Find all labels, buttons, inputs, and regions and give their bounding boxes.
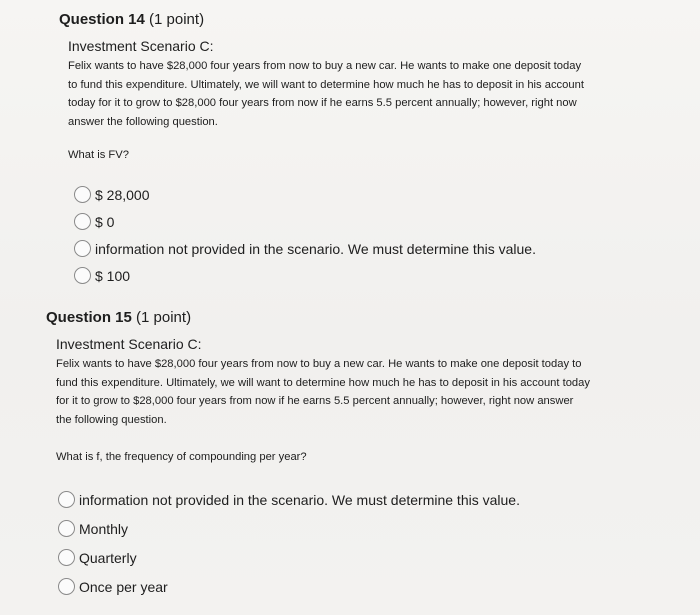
question-15 [46,309,606,601]
radio-button[interactable] [58,520,75,537]
answer-option-label: $ 100 [95,267,131,284]
answer-option-label: information not provided in the scenario. We must determine this value. [79,491,520,508]
radio-button[interactable] [74,240,91,257]
question-points: (1 point) [149,11,205,28]
scenario-title: Investment Scenario C: [68,38,214,54]
scenario-text: Felix wants to have $28,000 four years from now to buy a new car. He wants to make one deposit today to fund this expenditure. Ultimately, we will want to determine how much he has to deposit in his account today for it to grow to $28,000 four years from now if he earns 5.5 percent annually; however, right now answer the following question. [56,358,590,426]
answer-option[interactable] [74,262,599,289]
answer-option-label: Monthly [79,520,129,537]
answer-option[interactable] [58,485,606,514]
scenario-text: Felix wants to have $28,000 four years from now to buy a new car. He wants to make one deposit today to fund this expenditure. Ultimately, we will want to determine how much he has to deposit in his account today for it to grow to $28,000 four years from now if he earns 5.5 percent annually; however, right now answer the following question. [68,60,584,128]
question-title: Question 14 [59,11,145,28]
question-heading [46,309,606,326]
answer-option-label: $ 28,000 [95,186,150,203]
answer-option-label: $ 0 [95,213,115,230]
answer-option[interactable] [58,543,606,572]
answer-option-label: information not provided in the scenario. We must determine this value. [95,240,536,257]
question-prompt: What is FV? [68,149,129,161]
question-heading [59,11,599,28]
answer-option-label: Once per year [79,578,168,595]
question-14 [59,11,599,289]
question-prompt: What is f, the frequency of compounding per year? [56,451,307,463]
question-title: Question 15 [46,309,132,326]
radio-button[interactable] [58,491,75,508]
answer-option-label: Quarterly [79,549,137,566]
question-body [46,336,606,601]
question-body [59,38,599,289]
answer-option[interactable] [74,208,599,235]
answer-option[interactable] [74,181,599,208]
answer-option[interactable] [58,572,606,601]
radio-button[interactable] [58,578,75,595]
scenario-title: Investment Scenario C: [56,336,202,352]
answer-option[interactable] [58,514,606,543]
answer-options [74,181,599,289]
radio-button[interactable] [74,186,91,203]
radio-button[interactable] [74,267,91,284]
answer-options [58,485,606,601]
radio-button[interactable] [58,549,75,566]
answer-option[interactable] [74,235,599,262]
radio-button[interactable] [74,213,91,230]
question-points: (1 point) [136,309,192,326]
